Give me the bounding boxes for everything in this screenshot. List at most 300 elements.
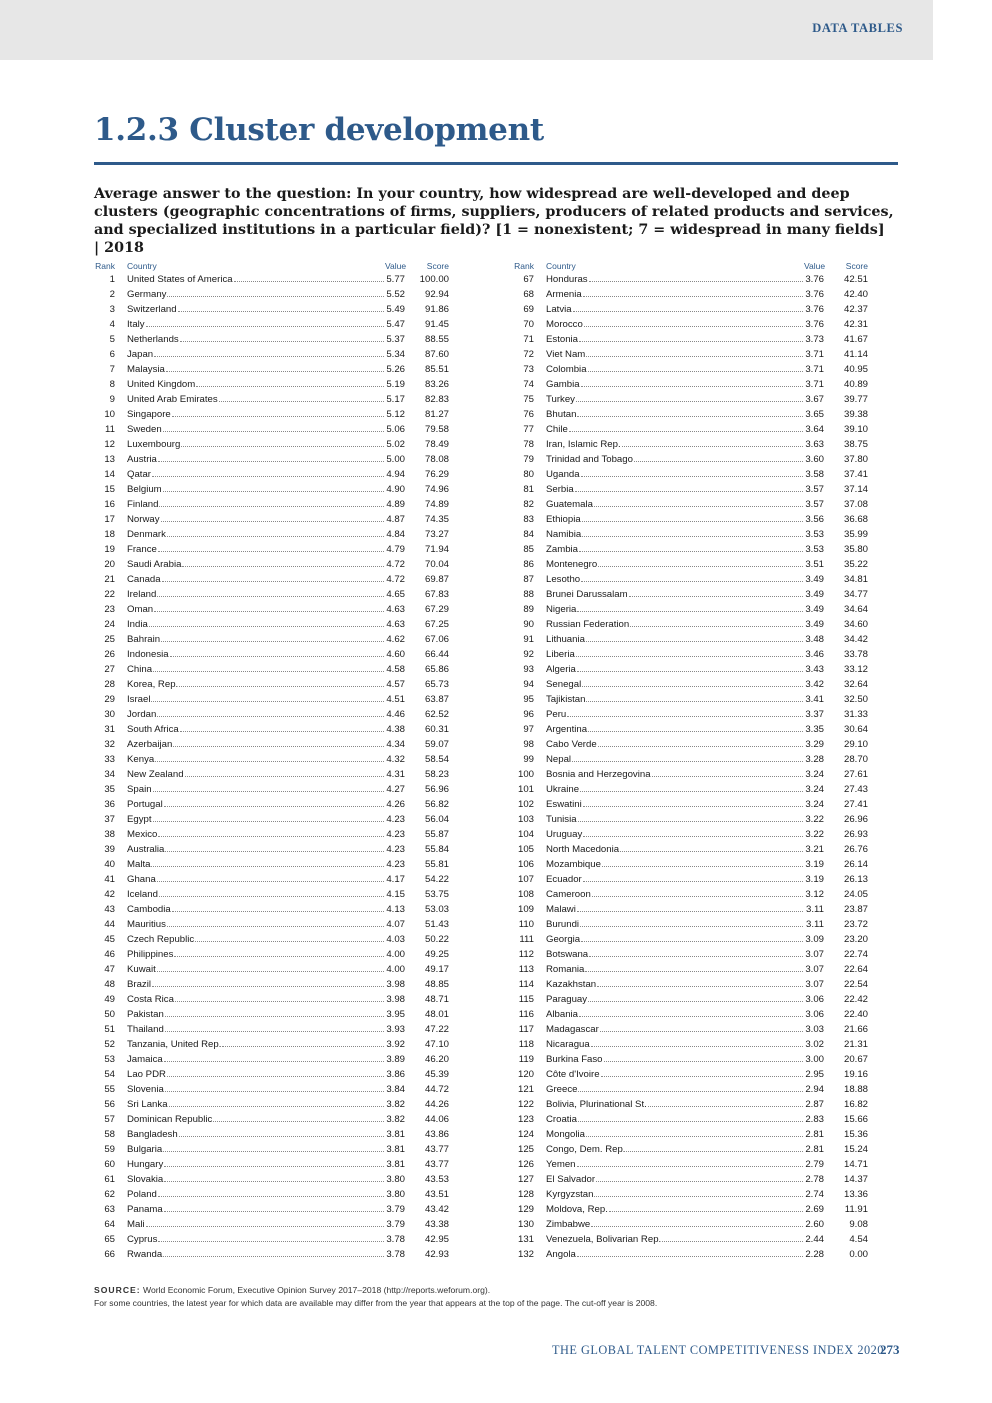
table-row (93, 616, 449, 631)
country-name: Nepal (546, 754, 572, 765)
dot-leader (594, 1196, 803, 1197)
value-cell: 3.21 (805, 844, 824, 855)
country-cell (546, 1174, 804, 1186)
score-cell: 26.13 (843, 874, 868, 885)
value-cell: 5.17 (386, 394, 405, 405)
table-row (512, 361, 868, 376)
country-cell (127, 1234, 385, 1246)
table-row (93, 1051, 449, 1066)
score-cell: 100.00 (419, 274, 449, 285)
dot-leader (163, 491, 384, 492)
country-cell (127, 334, 385, 346)
table-row (512, 706, 868, 721)
country-cell (127, 784, 385, 796)
country-cell (127, 709, 385, 721)
value-cell: 5.47 (386, 319, 405, 330)
score-cell: 40.95 (843, 364, 868, 375)
value-cell: 5.49 (386, 304, 405, 315)
rank-cell: 25 (104, 634, 115, 645)
dot-leader (577, 611, 803, 612)
country-name: Cyprus (127, 1234, 158, 1245)
value-cell: 4.79 (386, 544, 405, 555)
table-row (93, 646, 449, 661)
country-cell (127, 574, 385, 586)
country-name: Hungary (127, 1159, 164, 1170)
country-name: Moldova, Rep. (546, 1204, 608, 1215)
value-cell: 3.78 (386, 1234, 405, 1245)
value-cell: 3.89 (386, 1054, 405, 1065)
country-cell (127, 1249, 385, 1261)
country-cell (546, 934, 804, 946)
country-name: Canada (127, 574, 161, 585)
country-name: Algeria (546, 664, 576, 675)
country-cell (546, 274, 804, 286)
value-cell: 3.76 (805, 304, 824, 315)
table-row (512, 886, 868, 901)
dot-leader (151, 701, 384, 702)
dot-leader (629, 596, 803, 597)
source-text: World Economic Forum, Executive Opinion Survey 2017–2018 (http://reports.weforum.org). (143, 1285, 491, 1295)
dot-leader (154, 611, 384, 612)
table-body-left (93, 271, 449, 1261)
value-cell: 3.19 (805, 874, 824, 885)
value-cell: 3.82 (386, 1114, 405, 1125)
rank-cell: 40 (104, 859, 115, 870)
country-name: Argentina (546, 724, 588, 735)
score-cell: 43.42 (424, 1204, 449, 1215)
country-cell (127, 934, 385, 946)
dot-leader (157, 881, 384, 882)
value-cell: 4.23 (386, 859, 405, 870)
value-cell: 4.84 (386, 529, 405, 540)
country-name: Austria (127, 454, 157, 465)
rank-cell: 50 (104, 1009, 115, 1020)
table-row (93, 706, 449, 721)
country-cell (127, 799, 385, 811)
country-cell (546, 994, 804, 1006)
table-row (93, 1036, 449, 1051)
dot-leader (165, 851, 384, 852)
value-cell: 3.00 (805, 1054, 824, 1065)
value-cell: 2.87 (805, 1099, 824, 1110)
table-row (512, 406, 868, 421)
table-row (512, 511, 868, 526)
value-cell: 3.49 (805, 574, 824, 585)
dot-leader (583, 806, 803, 807)
score-cell: 44.06 (424, 1114, 449, 1125)
rank-header: Rank (514, 261, 534, 271)
rank-cell: 13 (104, 454, 115, 465)
rank-cell: 92 (523, 649, 534, 660)
dot-leader (581, 941, 803, 942)
score-cell: 39.38 (843, 409, 868, 420)
table-row (93, 766, 449, 781)
table-row (93, 511, 449, 526)
country-name: Uganda (546, 469, 580, 480)
rank-cell: 121 (517, 1084, 534, 1095)
value-header: Value (385, 261, 407, 271)
dot-leader (180, 731, 384, 732)
rank-cell: 34 (104, 769, 115, 780)
country-cell (546, 799, 804, 811)
country-cell (546, 1234, 804, 1246)
country-name: Singapore (127, 409, 171, 420)
value-cell: 2.69 (805, 1204, 824, 1215)
country-name: Dominican Republic (127, 1114, 213, 1125)
country-cell (127, 694, 385, 706)
dot-leader (174, 956, 384, 957)
country-cell (127, 1114, 385, 1126)
country-cell (546, 784, 804, 796)
country-name: Lesotho (546, 574, 581, 585)
table-row (93, 856, 449, 871)
table-row (93, 796, 449, 811)
table-header (93, 260, 449, 271)
country-cell (127, 1039, 385, 1051)
value-cell: 3.92 (386, 1039, 405, 1050)
value-cell: 3.24 (805, 784, 824, 795)
rank-cell: 102 (517, 799, 534, 810)
country-name: Ghana (127, 874, 156, 885)
value-cell: 5.02 (386, 439, 405, 450)
value-cell: 3.35 (805, 724, 824, 735)
country-name: Qatar (127, 469, 151, 480)
rank-cell: 23 (104, 604, 115, 615)
score-cell: 34.42 (843, 634, 868, 645)
dot-leader (585, 971, 803, 972)
country-cell (127, 274, 385, 286)
value-cell: 2.44 (805, 1234, 824, 1245)
country-name: Brunei Darussalam (546, 589, 628, 600)
table-row (93, 871, 449, 886)
country-cell (546, 709, 804, 721)
country-cell (546, 1084, 804, 1096)
rank-cell: 109 (517, 904, 534, 915)
country-cell (127, 484, 385, 496)
value-cell: 4.13 (386, 904, 405, 915)
score-cell: 58.23 (424, 769, 449, 780)
table-row (93, 1066, 449, 1081)
country-cell (546, 529, 804, 541)
score-cell: 41.67 (843, 334, 868, 345)
table-row (93, 541, 449, 556)
country-name: Zambia (546, 544, 578, 555)
dot-leader (591, 1046, 803, 1047)
rank-cell: 57 (104, 1114, 115, 1125)
rank-cell: 74 (523, 379, 534, 390)
value-cell: 5.52 (386, 289, 405, 300)
dot-leader (173, 746, 384, 747)
table-row (93, 676, 449, 691)
rank-cell: 38 (104, 829, 115, 840)
score-cell: 45.39 (424, 1069, 449, 1080)
country-name: Botswana (546, 949, 589, 960)
country-cell (546, 844, 804, 856)
score-cell: 42.37 (843, 304, 868, 315)
value-cell: 4.65 (386, 589, 405, 600)
country-cell (127, 304, 385, 316)
table-row (512, 721, 868, 736)
table-row (93, 1111, 449, 1126)
country-name: Brazil (127, 979, 151, 990)
value-cell: 3.24 (805, 799, 824, 810)
country-name: Nigeria (546, 604, 577, 615)
dot-leader (185, 776, 384, 777)
country-cell (546, 334, 804, 346)
rank-cell: 31 (104, 724, 115, 735)
country-cell (127, 529, 385, 541)
value-cell: 3.53 (805, 544, 824, 555)
table-row (93, 1006, 449, 1021)
dot-leader (572, 761, 803, 762)
table-row (512, 481, 868, 496)
country-cell (127, 1129, 385, 1141)
country-name: Australia (127, 844, 165, 855)
country-cell (127, 1024, 385, 1036)
rank-cell: 132 (517, 1249, 534, 1260)
country-name: Azerbaijan (127, 739, 173, 750)
country-name: Kazakhstan (546, 979, 597, 990)
country-cell (546, 304, 804, 316)
country-cell (546, 889, 804, 901)
rank-cell: 114 (518, 979, 534, 990)
score-cell: 53.03 (424, 904, 449, 915)
value-cell: 3.78 (386, 1249, 405, 1260)
value-cell: 2.95 (805, 1069, 824, 1080)
table-row (512, 1171, 868, 1186)
country-cell (127, 1174, 385, 1186)
country-cell (127, 844, 385, 856)
score-cell: 16.82 (843, 1099, 868, 1110)
dot-leader (163, 431, 384, 432)
dot-leader (178, 311, 384, 312)
score-cell: 18.88 (843, 1084, 868, 1095)
score-cell: 32.64 (843, 679, 868, 690)
country-name: Yemen (546, 1159, 576, 1170)
dot-leader (576, 656, 803, 657)
country-cell (127, 454, 385, 466)
value-cell: 3.81 (386, 1144, 405, 1155)
country-cell (127, 1009, 385, 1021)
dot-leader (579, 341, 803, 342)
table-column-right (512, 260, 868, 1261)
score-cell: 62.52 (424, 709, 449, 720)
country-name: Denmark (127, 529, 166, 540)
country-name: Oman (127, 604, 154, 615)
country-name: Lao PDR (127, 1069, 166, 1080)
value-cell: 5.37 (386, 334, 405, 345)
country-cell (127, 319, 385, 331)
table-row (93, 841, 449, 856)
country-cell (127, 379, 385, 391)
value-cell: 4.90 (386, 484, 405, 495)
rank-cell: 79 (523, 454, 534, 465)
rank-cell: 120 (517, 1069, 534, 1080)
table-row (512, 466, 868, 481)
score-cell: 19.16 (843, 1069, 868, 1080)
country-cell (546, 574, 804, 586)
rank-cell: 21 (104, 574, 115, 585)
dot-leader (578, 821, 803, 822)
dot-leader (586, 641, 803, 642)
value-cell: 4.62 (386, 634, 405, 645)
table-row (512, 271, 868, 286)
country-name: Georgia (546, 934, 581, 945)
score-cell: 20.67 (843, 1054, 868, 1065)
table-row (93, 1231, 449, 1246)
country-name: Malawi (546, 904, 576, 915)
country-name: Malaysia (127, 364, 165, 375)
score-cell: 44.72 (424, 1084, 449, 1095)
rank-cell: 128 (517, 1189, 534, 1200)
value-cell: 2.94 (805, 1084, 824, 1095)
country-cell (127, 1054, 385, 1066)
table-row (512, 541, 868, 556)
score-cell: 40.89 (843, 379, 868, 390)
dot-leader (592, 896, 803, 897)
country-name: Cameroon (546, 889, 591, 900)
rank-cell: 106 (517, 859, 534, 870)
country-name: Peru (546, 709, 567, 720)
rank-cell: 52 (104, 1039, 115, 1050)
country-name: Tunisia (546, 814, 577, 825)
table-row (93, 316, 449, 331)
country-cell (546, 904, 804, 916)
score-cell: 26.96 (843, 814, 868, 825)
rank-cell: 81 (523, 484, 534, 495)
country-name: Estonia (546, 334, 578, 345)
country-cell (127, 349, 385, 361)
country-cell (127, 1189, 385, 1201)
country-name: Kyrgyzstan (546, 1189, 594, 1200)
value-cell: 3.98 (386, 994, 405, 1005)
table-row (93, 811, 449, 826)
value-cell: 3.41 (805, 694, 824, 705)
rank-cell: 96 (523, 709, 534, 720)
rank-cell: 55 (104, 1084, 115, 1095)
country-cell (546, 1114, 804, 1126)
table-row (512, 631, 868, 646)
score-cell: 34.60 (843, 619, 868, 630)
value-cell: 3.76 (805, 289, 824, 300)
value-cell: 2.83 (805, 1114, 824, 1125)
country-name: Liberia (546, 649, 575, 660)
country-cell (546, 544, 804, 556)
rank-cell: 104 (517, 829, 534, 840)
source-note (94, 1284, 914, 1310)
dot-leader (589, 956, 803, 957)
table-row (512, 1036, 868, 1051)
dot-leader (158, 1241, 384, 1242)
country-cell (546, 1129, 804, 1141)
score-cell: 67.25 (424, 619, 449, 630)
dot-leader (582, 521, 803, 522)
dot-leader (163, 1151, 384, 1152)
score-cell: 83.26 (424, 379, 449, 390)
dot-leader (602, 866, 803, 867)
value-cell: 5.26 (386, 364, 405, 375)
country-name: Greece (546, 1084, 578, 1095)
value-cell: 3.28 (805, 754, 824, 765)
score-cell: 82.83 (424, 394, 449, 405)
value-cell: 3.51 (805, 559, 824, 570)
cutoff-note: For some countries, the latest year for which data are available may differ from the year that appears at the top of the page. The cut-off year is 2008. (94, 1298, 658, 1308)
score-cell: 74.89 (424, 499, 449, 510)
value-cell: 3.12 (805, 889, 824, 900)
score-cell: 66.44 (424, 649, 449, 660)
dot-leader (582, 686, 803, 687)
rank-cell: 90 (523, 619, 534, 630)
value-cell: 2.81 (805, 1144, 824, 1155)
dot-leader (591, 1226, 803, 1227)
dot-leader (588, 1001, 803, 1002)
score-cell: 73.27 (424, 529, 449, 540)
table-row (93, 826, 449, 841)
country-cell (127, 889, 385, 901)
country-name: Turkey (546, 394, 575, 405)
country-name: Uruguay (546, 829, 583, 840)
country-name: Sri Lanka (127, 1099, 168, 1110)
value-cell: 3.11 (806, 904, 824, 915)
value-cell: 4.15 (386, 889, 405, 900)
rank-cell: 17 (104, 514, 115, 525)
country-name: Slovenia (127, 1084, 164, 1095)
table-row (512, 1201, 868, 1216)
country-cell (546, 919, 804, 931)
dot-leader (575, 491, 803, 492)
country-name: El Salvador (546, 1174, 596, 1185)
country-name: Mozambique (546, 859, 601, 870)
dot-leader (157, 971, 384, 972)
table-row (93, 961, 449, 976)
country-name: Eswatini (546, 799, 582, 810)
country-cell (546, 679, 804, 691)
dot-leader (573, 311, 803, 312)
rank-cell: 2 (109, 289, 115, 300)
value-cell: 3.49 (805, 589, 824, 600)
score-cell: 36.68 (843, 514, 868, 525)
rank-cell: 130 (517, 1219, 534, 1230)
country-cell (546, 1189, 804, 1201)
table-row (93, 376, 449, 391)
rank-cell: 85 (523, 544, 534, 555)
country-cell (127, 394, 385, 406)
rank-cell: 61 (104, 1174, 115, 1185)
rank-cell: 3 (109, 304, 115, 315)
table-row (512, 436, 868, 451)
country-name: Indonesia (127, 649, 169, 660)
table-row (93, 526, 449, 541)
dot-leader (234, 281, 384, 282)
table-row (93, 406, 449, 421)
dot-leader (158, 461, 384, 462)
dot-leader (630, 626, 803, 627)
score-cell: 74.96 (424, 484, 449, 495)
table-row (512, 916, 868, 931)
dot-leader (213, 1121, 384, 1122)
rank-cell: 126 (517, 1159, 534, 1170)
score-cell: 37.41 (843, 469, 868, 480)
dot-leader (586, 701, 803, 702)
table-row (93, 1081, 449, 1096)
rank-cell: 105 (517, 844, 534, 855)
table-row (93, 436, 449, 451)
dot-leader (581, 476, 803, 477)
dot-leader (578, 1091, 803, 1092)
rank-cell: 86 (523, 559, 534, 570)
score-cell: 26.14 (843, 859, 868, 870)
value-cell: 3.06 (805, 994, 824, 1005)
